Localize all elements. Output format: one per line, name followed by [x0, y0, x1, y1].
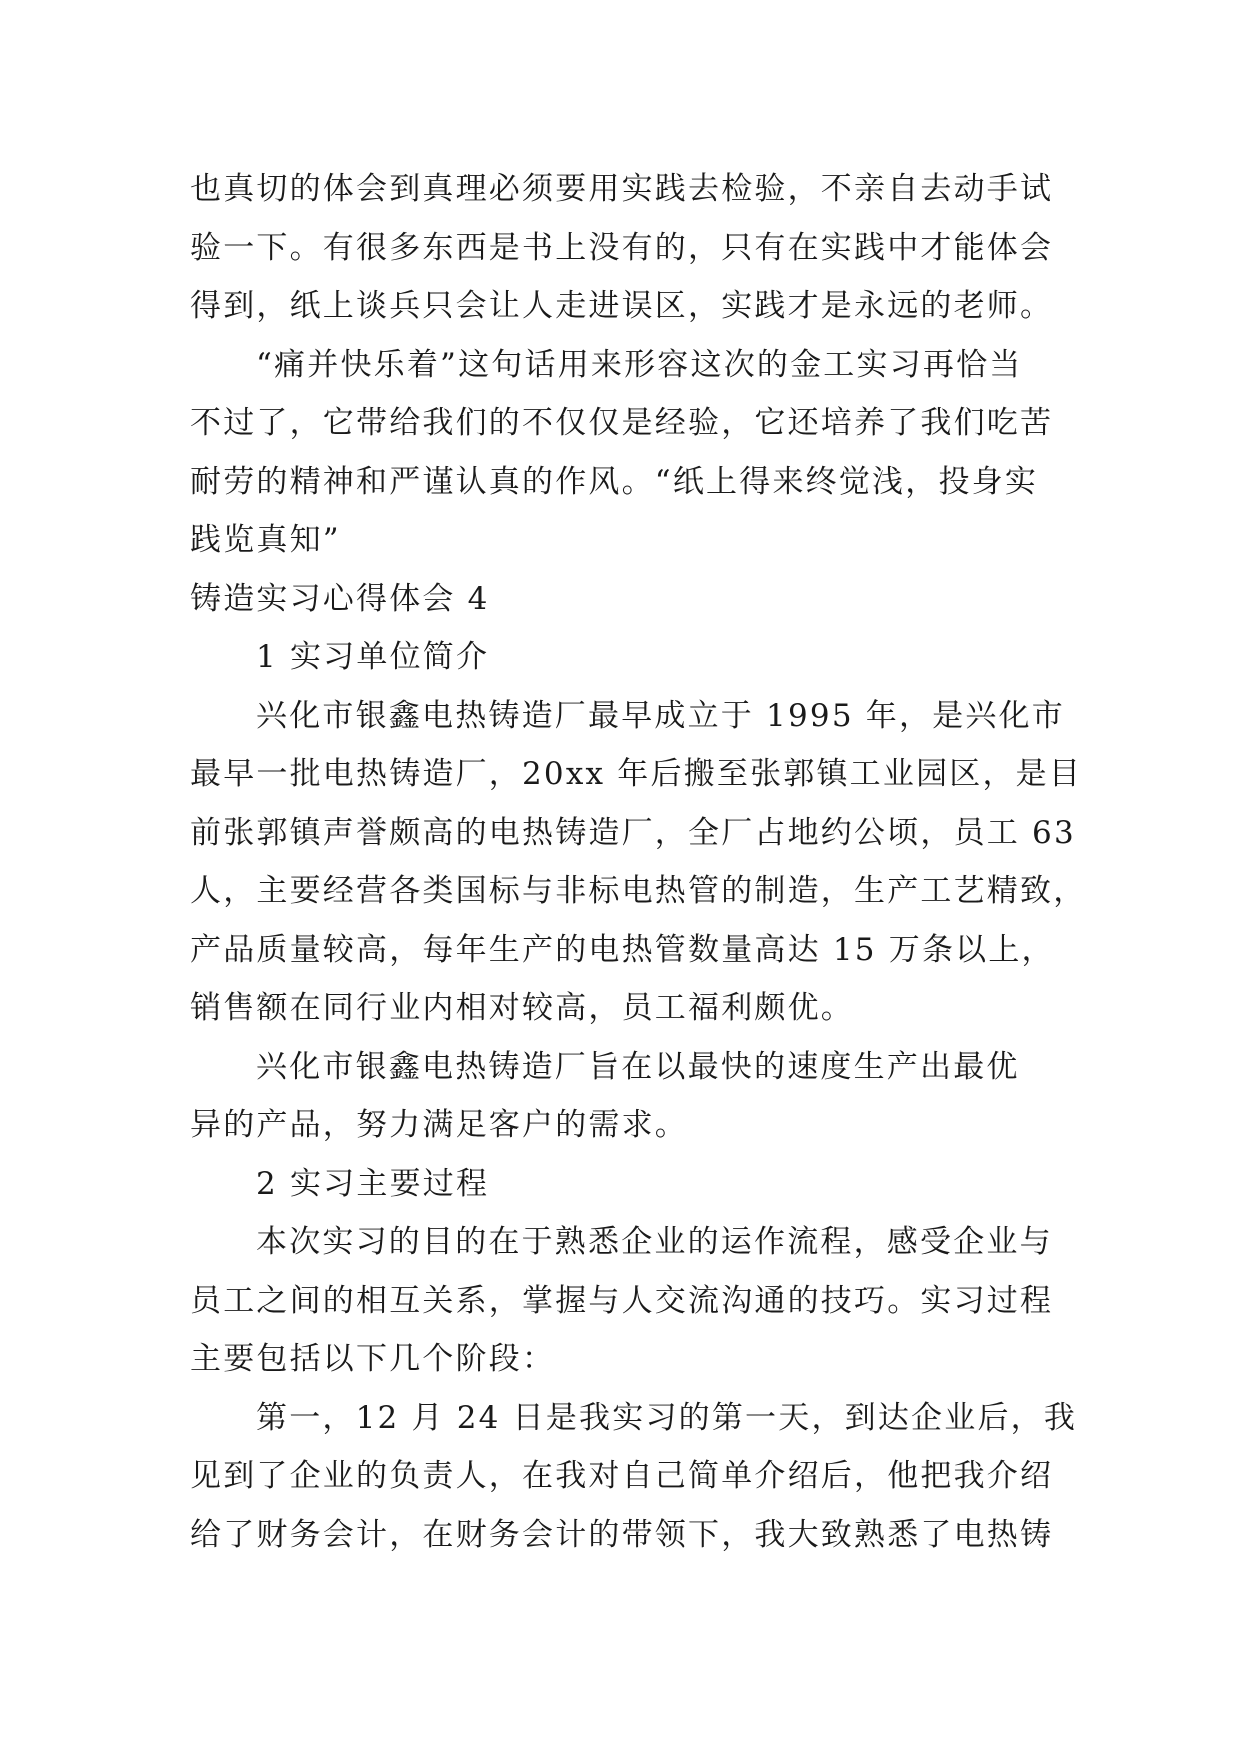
document-body: [190, 160, 1087, 1564]
body-line: 不过了，它带给我们的不仅仅是经验，它还培养了我们吃苦: [190, 405, 1054, 441]
paragraph-start-line: 兴化市银鑫电热铸造厂最早成立于 1995 年，是兴化市: [256, 697, 1065, 734]
subsection-heading: 2 实习主要过程: [256, 1165, 490, 1202]
section-heading: 铸造实习心得体会 4: [190, 580, 490, 617]
body-line: 产品质量较高，每年生产的电热管数量高达 15 万条以上，: [190, 931, 1055, 968]
body-line: 员工之间的相互关系，掌握与人交流沟通的技巧。实习过程: [190, 1282, 1054, 1319]
body-line: 得到，纸上谈兵只会让人走进误区，实践才是永远的老师。: [190, 288, 1054, 324]
body-line: 最早一批电热铸造厂，20xx 年后搬至张郭镇工业园区，是目: [190, 756, 1083, 792]
body-line: 见到了企业的负责人，在我对自己简单介绍后，他把我介绍: [190, 1458, 1054, 1494]
body-line: 耐劳的精神和严谨认真的作风。“纸上得来终觉浅，投身实: [190, 463, 1039, 500]
body-line: 验一下。有很多东西是书上没有的，只有在实践中才能体会: [190, 229, 1054, 266]
paragraph-start-line: 兴化市银鑫电热铸造厂旨在以最快的速度生产出最优: [256, 1048, 1020, 1085]
body-line: 异的产品，努力满足客户的需求。: [190, 1107, 688, 1143]
body-line: 给了财务会计，在财务会计的带领下，我大致熟悉了电热铸: [190, 1516, 1054, 1553]
body-line: 主要包括以下几个阶段：: [190, 1341, 556, 1377]
body-line: 销售额在同行业内相对较高，员工福利颇优。: [190, 990, 854, 1026]
body-line: 前张郭镇声誉颇高的电热铸造厂，全厂占地约公顷，员工 63: [190, 814, 1076, 851]
subsection-heading: 1 实习单位简介: [256, 639, 490, 675]
paragraph-start-line: 第一，12 月 24 日是我实习的第一天，到达企业后，我: [256, 1399, 1078, 1436]
body-line: 践览真知”: [190, 522, 341, 558]
body-line: 人，主要经营各类国标与非标电热管的制造，生产工艺精致，: [190, 873, 1087, 909]
paragraph-start-line: 本次实习的目的在于熟悉企业的运作流程，感受企业与: [256, 1224, 1053, 1260]
paragraph-start-line: “痛并快乐着”这句话用来形容这次的金工实习再恰当: [256, 346, 1023, 383]
body-line: 也真切的体会到真理必须要用实践去检验，不亲自去动手试: [190, 171, 1054, 207]
